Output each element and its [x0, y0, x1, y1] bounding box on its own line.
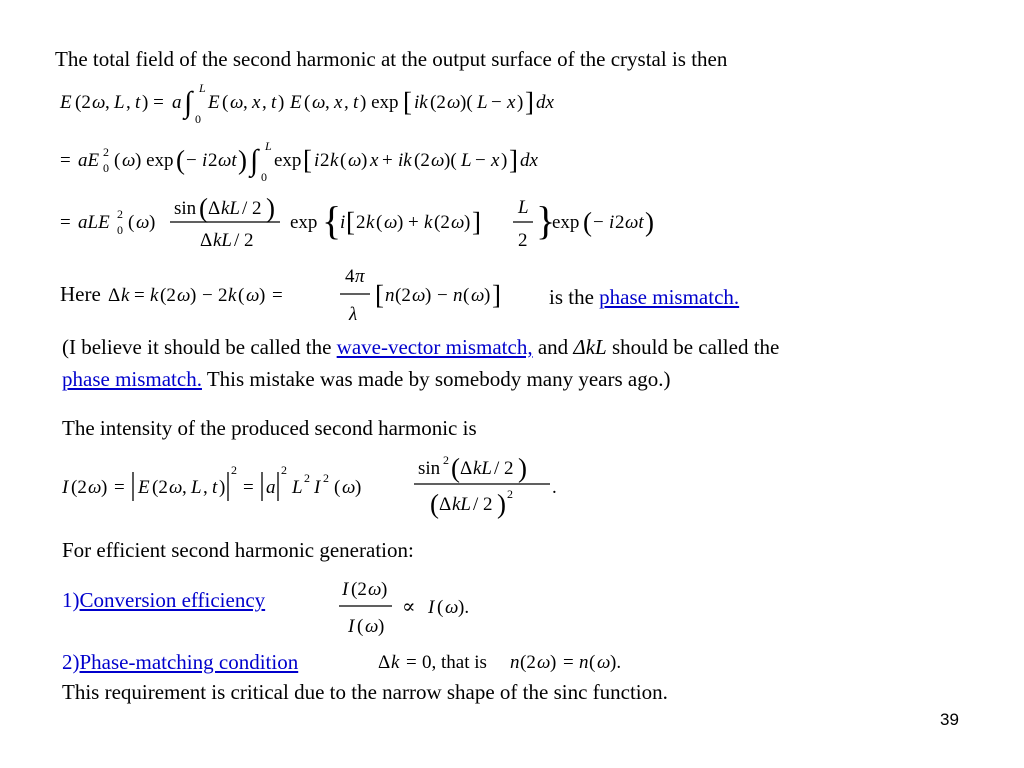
- svg-text:]: ]: [492, 280, 501, 310]
- svg-text:ω: ω: [122, 150, 136, 171]
- svg-text:Δ: Δ: [108, 285, 121, 306]
- svg-text:t: t: [271, 92, 277, 113]
- svg-text:L: L: [199, 81, 206, 95]
- svg-text:sin: sin: [174, 198, 197, 219]
- svg-text:I: I: [428, 597, 435, 618]
- svg-text:ik: ik: [398, 150, 412, 171]
- svg-text:2: 2: [320, 150, 330, 171]
- svg-text:ωt: ωt: [218, 150, 237, 171]
- remark-line-2: [62, 366, 670, 392]
- item-2-number: 2): [62, 650, 80, 674]
- svg-text:) exp: ) exp: [360, 92, 399, 113]
- svg-text:(2: (2: [71, 477, 87, 498]
- item-conversion-efficiency: [62, 587, 265, 613]
- svg-text:ω: ω: [92, 92, 106, 113]
- svg-text:,: ,: [126, 92, 131, 113]
- svg-text:=: =: [563, 652, 574, 673]
- svg-text:a: a: [172, 92, 182, 113]
- svg-text:−: −: [202, 285, 213, 306]
- svg-text:ω: ω: [348, 150, 362, 171]
- svg-text:ω: ω: [177, 285, 191, 306]
- svg-text:(: (: [583, 207, 592, 237]
- svg-text:kL: kL: [221, 198, 240, 219]
- svg-text:=: =: [406, 652, 417, 673]
- svg-text:{: {: [322, 198, 342, 243]
- svg-text:0, that is: 0, that is: [422, 652, 487, 673]
- svg-text:).: ).: [458, 597, 470, 618]
- svg-text:2: 2: [281, 463, 287, 477]
- svg-text:=: =: [243, 477, 254, 498]
- svg-text:]: ]: [525, 87, 534, 117]
- svg-text:π: π: [355, 266, 365, 287]
- svg-text:): ): [397, 212, 404, 233]
- remark-part4: This mistake was made by somebody many years ago.): [201, 367, 671, 391]
- svg-text:L: L: [265, 139, 272, 153]
- svg-text:2: 2: [117, 207, 123, 221]
- svg-text:ω: ω: [431, 150, 445, 171]
- svg-text:k: k: [391, 652, 400, 673]
- svg-text:0: 0: [103, 161, 109, 175]
- svg-text:2: 2: [443, 453, 449, 467]
- svg-text:ω: ω: [451, 212, 465, 233]
- svg-text:kL: kL: [213, 230, 232, 251]
- svg-text:(2: (2: [520, 652, 536, 673]
- svg-text:[: [: [375, 280, 384, 310]
- svg-text:=: =: [60, 150, 71, 171]
- svg-text:ω: ω: [246, 285, 260, 306]
- svg-text:n: n: [510, 652, 520, 673]
- svg-text:ω: ω: [230, 92, 244, 113]
- svg-text:I: I: [348, 616, 355, 637]
- svg-text:ω: ω: [312, 92, 326, 113]
- svg-text:Here: Here: [60, 282, 101, 306]
- svg-text:kL: kL: [452, 494, 471, 515]
- phase-mismatch-link-2[interactable]: phase mismatch.: [62, 367, 202, 391]
- svg-text:aE: aE: [78, 150, 100, 171]
- svg-text:): ): [464, 212, 471, 233]
- svg-text:t: t: [135, 92, 141, 113]
- svg-text:(: (: [340, 150, 347, 171]
- svg-text:): ): [190, 285, 197, 306]
- svg-text:k: k: [121, 285, 130, 306]
- svg-text:): ): [266, 193, 275, 223]
- svg-text:ω: ω: [368, 579, 382, 600]
- wave-vector-mismatch-link[interactable]: wave-vector mismatch,: [336, 335, 533, 359]
- svg-text:=: =: [272, 285, 283, 306]
- svg-text:0: 0: [117, 223, 123, 237]
- svg-text:t: t: [353, 92, 359, 113]
- svg-text:ω: ω: [169, 477, 183, 498]
- svg-text:}: }: [536, 198, 556, 243]
- svg-text:=: =: [134, 285, 145, 306]
- svg-text:/ 2: / 2: [494, 458, 514, 479]
- svg-text:aLE: aLE: [78, 212, 110, 233]
- mismatch-note-prefix: is the: [549, 285, 600, 309]
- svg-text:): ): [361, 150, 368, 171]
- svg-text:−: −: [491, 92, 502, 113]
- phase-matching-condition-link[interactable]: Phase-matching condition: [79, 650, 299, 674]
- svg-text:): ): [518, 453, 527, 483]
- svg-text:a: a: [266, 477, 276, 498]
- svg-text:L: L: [191, 477, 202, 498]
- svg-text:ω: ω: [447, 92, 461, 113]
- svg-text:(2: (2: [414, 150, 430, 171]
- svg-text:ω: ω: [597, 652, 611, 673]
- svg-text:(: (: [437, 597, 444, 618]
- svg-text:E: E: [138, 477, 150, 498]
- svg-text:4: 4: [345, 266, 355, 287]
- svg-text:E: E: [208, 92, 220, 113]
- svg-text:ω: ω: [342, 477, 356, 498]
- svg-text:[: [: [303, 145, 312, 175]
- svg-text:exp: exp: [274, 150, 302, 171]
- svg-text:=: =: [114, 477, 125, 498]
- closing-text: This requirement is critical due to the narrow shape of the sinc function.: [62, 680, 668, 704]
- svg-text:∫: ∫: [184, 86, 193, 119]
- svg-text:k: k: [228, 285, 237, 306]
- svg-text:) exp: ) exp: [135, 150, 174, 171]
- remark-part3: should be called the: [606, 335, 780, 359]
- svg-text:2: 2: [323, 471, 329, 485]
- svg-text:=: =: [60, 212, 71, 233]
- svg-text:) =: ) =: [142, 92, 164, 113]
- svg-text:−: −: [186, 150, 197, 171]
- svg-text:]: ]: [472, 207, 481, 237]
- svg-text:): ): [645, 207, 654, 237]
- svg-text:.: .: [552, 477, 557, 498]
- svg-text:(2: (2: [160, 285, 176, 306]
- svg-text:sin: sin: [418, 458, 441, 479]
- svg-text:Δ: Δ: [439, 494, 452, 515]
- svg-text:λ: λ: [349, 304, 358, 325]
- svg-text:ω: ω: [412, 285, 426, 306]
- svg-text:): ): [497, 489, 506, 519]
- svg-text:(2: (2: [434, 212, 450, 233]
- svg-text:+: +: [408, 212, 419, 233]
- svg-text:dx: dx: [520, 150, 538, 171]
- item-phase-matching: [62, 649, 298, 675]
- svg-text:(: (: [176, 145, 185, 175]
- svg-text:n: n: [453, 285, 463, 306]
- svg-text:): ): [219, 477, 226, 498]
- svg-text:+: +: [382, 150, 393, 171]
- slide-number: 39: [940, 710, 959, 729]
- efficient-title: For efficient second harmonic generation:: [62, 538, 414, 562]
- svg-text:−: −: [475, 150, 486, 171]
- svg-text:): ): [550, 652, 557, 673]
- svg-text:I: I: [62, 477, 69, 498]
- svg-text:(: (: [199, 193, 208, 223]
- svg-text:(: (: [128, 212, 135, 233]
- svg-text:)(: )(: [444, 150, 457, 171]
- svg-text:x: x: [491, 150, 500, 171]
- svg-text:): ): [425, 285, 432, 306]
- svg-text:2: 2: [356, 212, 366, 233]
- svg-text:ω: ω: [537, 652, 551, 673]
- svg-text:∫: ∫: [250, 144, 259, 177]
- svg-text:Δ: Δ: [460, 458, 473, 479]
- svg-text:k: k: [366, 212, 375, 233]
- intensity-intro: The intensity of the produced second harmonic is: [62, 416, 477, 440]
- svg-text:(: (: [114, 150, 121, 171]
- svg-text:ω: ω: [365, 616, 379, 637]
- svg-text:exp: exp: [290, 212, 318, 233]
- svg-text:)(: )(: [460, 92, 473, 113]
- svg-text:(: (: [334, 477, 341, 498]
- svg-text:(2: (2: [430, 92, 446, 113]
- svg-text:,: ,: [344, 92, 349, 113]
- svg-text:L: L: [114, 92, 125, 113]
- svg-text:dx: dx: [536, 92, 554, 113]
- svg-text:2: 2: [218, 285, 228, 306]
- phase-mismatch-link[interactable]: phase mismatch.: [599, 285, 740, 309]
- delta-kl-symbol: ΔkL: [573, 335, 607, 359]
- svg-text:k: k: [424, 212, 433, 233]
- svg-text:,: ,: [243, 92, 248, 113]
- svg-text:I: I: [342, 579, 349, 600]
- svg-text:0: 0: [261, 170, 267, 184]
- svg-text:2: 2: [507, 487, 513, 501]
- svg-text:i: i: [609, 212, 615, 233]
- svg-text:L: L: [477, 92, 488, 113]
- svg-text:k: k: [330, 150, 339, 171]
- svg-text:Δ: Δ: [200, 230, 213, 251]
- mismatch-equation: [58, 262, 538, 328]
- svg-text:(2: (2: [75, 92, 91, 113]
- svg-text:(: (: [304, 92, 311, 113]
- svg-text:(: (: [589, 652, 596, 673]
- svg-text:I: I: [314, 477, 321, 498]
- svg-text:ω: ω: [384, 212, 398, 233]
- svg-text:0: 0: [195, 112, 201, 126]
- svg-text:ω: ω: [471, 285, 485, 306]
- svg-text:2: 2: [518, 230, 528, 251]
- svg-text:−: −: [437, 285, 448, 306]
- svg-text:E: E: [290, 92, 302, 113]
- svg-text:): ): [355, 477, 362, 498]
- svg-text:2: 2: [208, 150, 218, 171]
- intro-text: The total field of the second harmonic at the output surface of the crystal is then: [55, 47, 728, 71]
- svg-text:i: i: [340, 212, 346, 233]
- svg-text:n: n: [385, 285, 395, 306]
- svg-text:Δ: Δ: [378, 652, 391, 673]
- svg-text:∝: ∝: [402, 596, 416, 618]
- svg-text:x: x: [334, 92, 343, 113]
- svg-text:,: ,: [105, 92, 110, 113]
- svg-text:/ 2: / 2: [234, 230, 254, 251]
- svg-text:): ): [517, 92, 524, 113]
- svg-text:): ): [238, 145, 247, 175]
- svg-text:(: (: [376, 212, 383, 233]
- svg-text:/ 2: / 2: [242, 198, 262, 219]
- svg-text:Δ: Δ: [208, 198, 221, 219]
- svg-text:L: L: [518, 197, 529, 218]
- conversion-efficiency-link[interactable]: Conversion efficiency: [79, 588, 266, 612]
- svg-text:2: 2: [615, 212, 625, 233]
- svg-text:x: x: [252, 92, 261, 113]
- svg-text:): ): [484, 285, 491, 306]
- svg-text:): ): [278, 92, 285, 113]
- svg-text:ω: ω: [88, 477, 102, 498]
- remark-part1: (I believe it should be called the: [62, 335, 337, 359]
- svg-text:,: ,: [325, 92, 330, 113]
- svg-text:,: ,: [203, 477, 208, 498]
- svg-text:(: (: [238, 285, 245, 306]
- mismatch-note: [549, 284, 739, 310]
- svg-text:): ): [101, 477, 108, 498]
- svg-text:exp: exp: [552, 212, 580, 233]
- svg-text:]: ]: [509, 145, 518, 175]
- svg-text:(2: (2: [395, 285, 411, 306]
- svg-text:ωt: ωt: [625, 212, 644, 233]
- svg-text:t: t: [212, 477, 218, 498]
- remark-part2: and: [532, 335, 574, 359]
- svg-text:i: i: [202, 150, 208, 171]
- svg-text:E: E: [60, 92, 72, 113]
- item-1-number: 1): [62, 588, 80, 612]
- svg-text:(: (: [222, 92, 229, 113]
- svg-text:2: 2: [304, 471, 310, 485]
- svg-text:): ): [149, 212, 156, 233]
- svg-text:): ): [381, 579, 388, 600]
- svg-text:[: [: [403, 87, 412, 117]
- phase-matching-equation: [374, 644, 694, 678]
- svg-text:(2: (2: [351, 579, 367, 600]
- svg-text:L: L: [292, 477, 303, 498]
- svg-text:x: x: [370, 150, 379, 171]
- efficiency-equation: [336, 574, 516, 640]
- svg-text:(: (: [357, 616, 364, 637]
- svg-text:[: [: [346, 207, 355, 237]
- svg-text:L: L: [461, 150, 472, 171]
- svg-text:): ): [378, 616, 385, 637]
- remark-line-1: [62, 334, 779, 360]
- field-equations: [58, 74, 758, 264]
- svg-text:ω: ω: [445, 597, 459, 618]
- svg-text:kL: kL: [473, 458, 492, 479]
- svg-text:(: (: [451, 453, 460, 483]
- svg-text:2: 2: [103, 145, 109, 159]
- svg-text:ik: ik: [414, 92, 428, 113]
- svg-text:ω: ω: [136, 212, 150, 233]
- svg-text:): ): [501, 150, 508, 171]
- svg-text:/ 2: / 2: [473, 494, 493, 515]
- svg-text:x: x: [507, 92, 516, 113]
- svg-text:i: i: [314, 150, 320, 171]
- intensity-equation: [58, 448, 578, 526]
- svg-text:n: n: [579, 652, 589, 673]
- svg-text:(: (: [430, 489, 439, 519]
- svg-text:,: ,: [262, 92, 267, 113]
- svg-text:−: −: [593, 212, 604, 233]
- svg-text:k: k: [150, 285, 159, 306]
- svg-text:).: ).: [610, 652, 622, 673]
- svg-text:,: ,: [182, 477, 187, 498]
- svg-text:): ): [259, 285, 266, 306]
- svg-text:(2: (2: [152, 477, 168, 498]
- svg-text:2: 2: [231, 463, 237, 477]
- svg-text:(: (: [463, 285, 470, 306]
